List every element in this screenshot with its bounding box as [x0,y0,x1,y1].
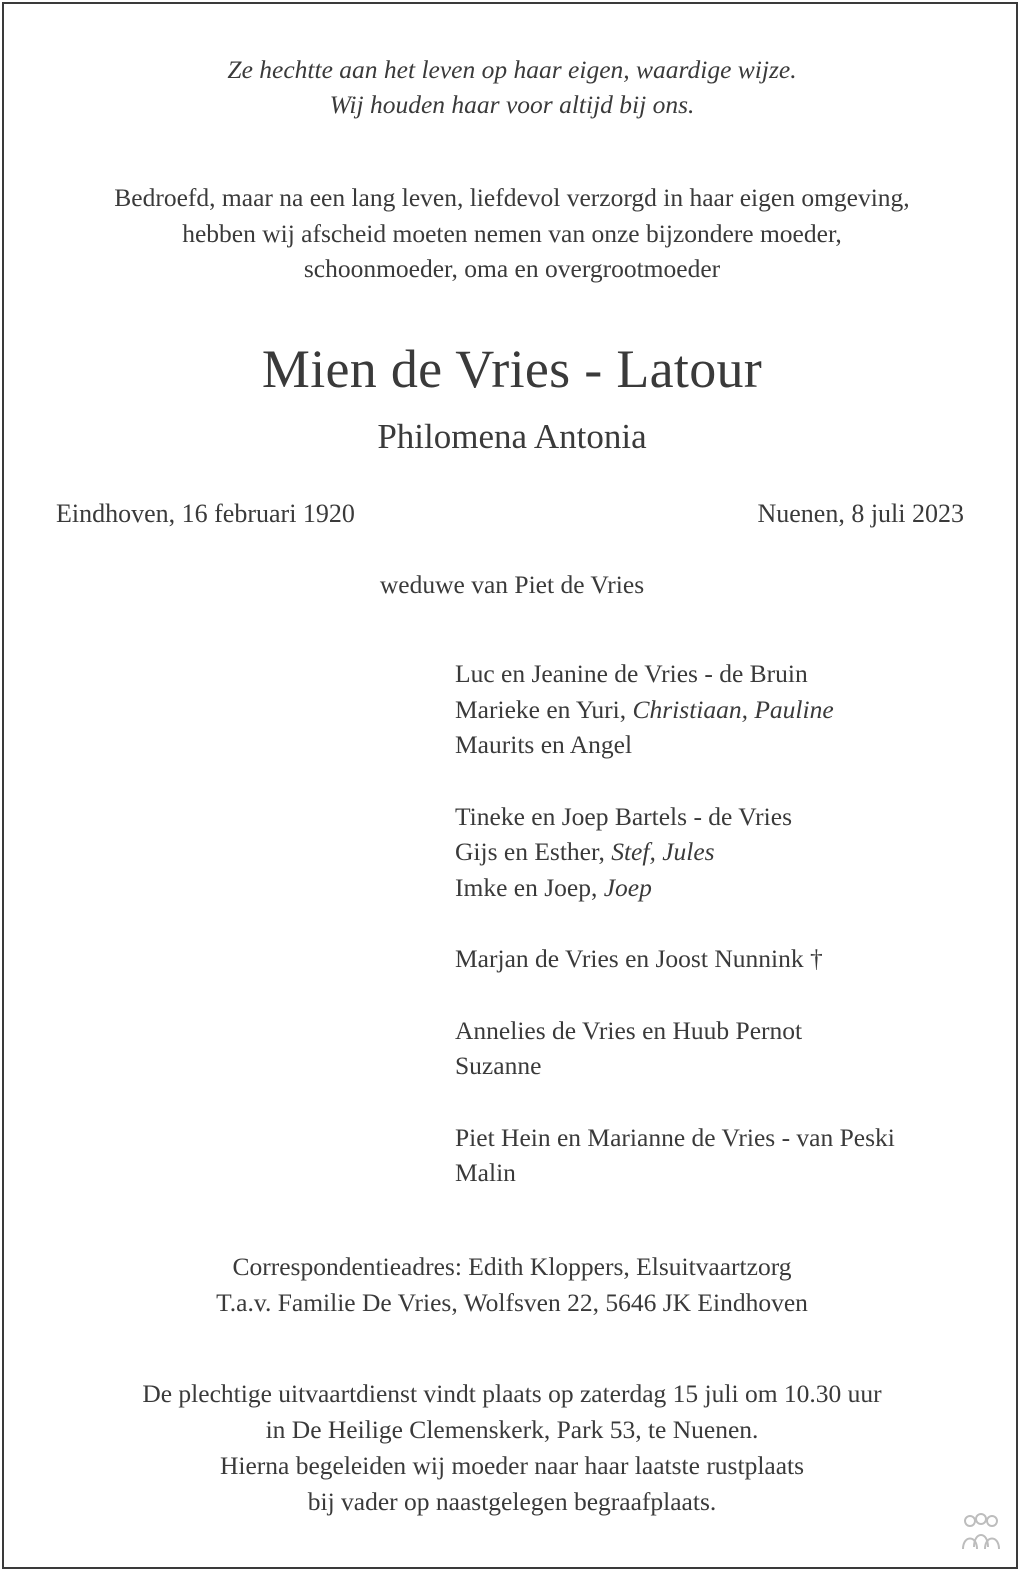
family-line [455,834,895,870]
service-line-3: Hierna begeleiden wij moeder naar haar laatste rustplaats [219,1451,805,1480]
people-logo-icon [960,1511,1002,1553]
family-group [455,656,895,763]
family-line: Piet Hein en Marianne de Vries - van Peski [455,1122,895,1152]
family-group [455,1120,895,1191]
widow-of: weduwe van Piet de Vries [379,570,645,599]
obituary-card [2,2,1018,1569]
family-list [455,656,895,1227]
family-line [455,692,895,728]
birth-place-date: Eindhoven, 16 februari 1920 [56,499,355,528]
family-line: Malin [455,1158,516,1187]
intro-line-1: Bedroefd, maar na een lang leven, liefdevol verzorgd in haar eigen omgeving, [114,183,910,212]
family-line: Tineke en Joep Bartels - de Vries [455,801,792,831]
deceased-name: Mien de Vries - Latour [261,339,763,399]
correspondence-line-2: T.a.v. Familie De Vries, Wolfsven 22, 5646 JK Eindhoven [216,1288,808,1317]
family-names: Gijs en Esther, [455,837,612,866]
family-group [455,799,895,906]
correspondence-line-1: Correspondentieadres: Edith Kloppers, Elsuitvaartzorg [232,1252,792,1281]
service-line-4: bij vader op naastgelegen begraafplaats. [307,1487,717,1516]
funeral-service-info [4,1376,1020,1520]
motto-line-2: Wij houden haar voor altijd bij ons. [329,90,695,119]
family-line: Marjan de Vries en Joost Nunnink † [455,944,823,973]
family-line: Luc en Jeanine de Vries - de Bruin [455,659,808,688]
correspondence-address [4,1249,1020,1321]
motto [4,52,1020,122]
grandchildren-names: Christiaan, Pauline [632,694,834,724]
grandchildren-names: Stef, Jules [611,837,715,866]
grandchildren-names: Joep [603,872,652,902]
family-line: Maurits en Angel [455,730,633,759]
family-group [455,1013,895,1084]
intro-line-2: hebben wij afscheid moeten nemen van onze bijzondere moeder, [182,218,842,248]
service-line-1: De plechtige uitvaartdienst vindt plaats op zaterdag 15 juli om 10.30 uur [142,1379,882,1408]
service-line-2: in De Heilige Clemenskerk, Park 53, te Nuenen. [265,1415,759,1444]
intro-line-3: schoonmoeder, oma en overgrootmoeder [303,254,721,283]
family-line [455,870,895,906]
family-names: Marieke en Yuri, [455,694,633,724]
family-line: Annelies de Vries en Huub Pernot [455,1015,803,1045]
family-group [455,941,895,977]
motto-line-1: Ze hechtte aan het leven op haar eigen, waardige wijze. [227,55,797,84]
deceased-given-names: Philomena Antonia [377,417,647,456]
family-line: Suzanne [455,1051,542,1080]
death-place-date: Nuenen, 8 juli 2023 [757,499,964,528]
family-names: Imke en Joep, [455,872,604,902]
intro-text [4,180,1020,287]
